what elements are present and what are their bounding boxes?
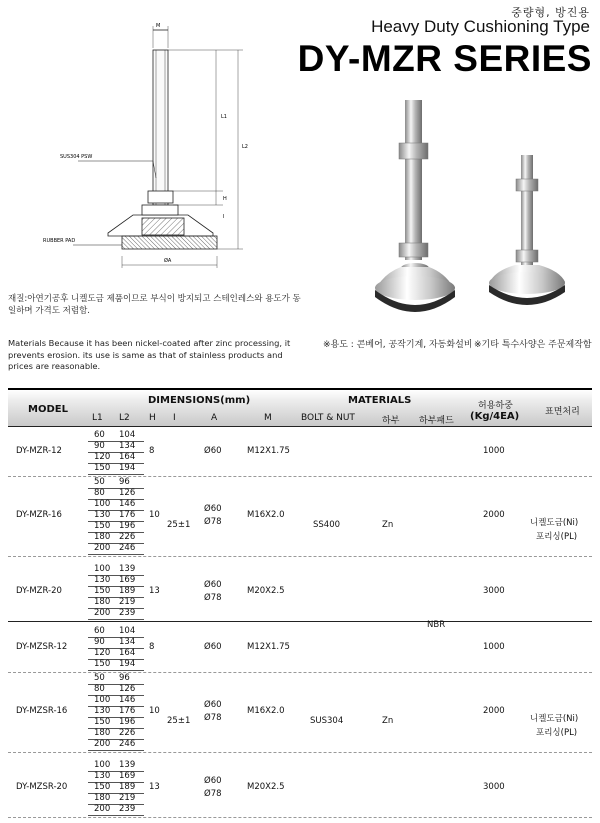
length-l1: 130 [94, 771, 111, 781]
length-l1: 100 [94, 760, 111, 770]
height-h: 8 [149, 642, 155, 652]
col-m: M [264, 413, 272, 423]
length-l2: 239 [119, 608, 136, 618]
thread-m: M12X1.75 [247, 446, 290, 456]
model-name: DY-MZR-12 [16, 446, 62, 456]
section1-base: Zn [382, 520, 394, 530]
length-l1: 50 [94, 673, 105, 683]
length-l2: 169 [119, 771, 136, 781]
diameter-a: Ø78 [204, 788, 222, 799]
col-dimensions: DIMENSIONS(mm) [148, 395, 251, 406]
col-materials: MATERIALS [348, 395, 412, 406]
length-l1: 80 [94, 684, 105, 694]
length-l2: 196 [119, 521, 136, 531]
length-l1: 150 [94, 659, 111, 669]
diameter-a: Ø78 [204, 592, 222, 603]
height-h: 13 [149, 781, 160, 792]
length-l2: 104 [119, 430, 136, 440]
thread-m: M20X2.5 [247, 781, 285, 792]
height-h: 10 [149, 705, 160, 716]
length-l2: 139 [119, 760, 136, 770]
length-l1: 150 [94, 463, 111, 473]
dim-label-l1: L1 [221, 114, 227, 120]
length-l1: 150 [94, 717, 111, 727]
col-l1: L1 [92, 413, 103, 423]
length-l1: 80 [94, 488, 105, 498]
section1-surface-ni: 니켈도금(Ni) [530, 518, 579, 528]
length-l2: 164 [119, 648, 136, 658]
thread-m: M12X1.75 [247, 642, 290, 652]
section2-surface-pl: 포리싱(PL) [536, 728, 578, 738]
length-l1: 200 [94, 739, 111, 749]
length-l1: 130 [94, 706, 111, 716]
length-l2: 219 [119, 597, 136, 607]
header-bottom-rule [8, 426, 592, 427]
model-name: DY-MZR-20 [16, 585, 62, 596]
length-l2: 176 [119, 510, 136, 520]
model-name: DY-MZR-16 [16, 509, 62, 520]
length-l2: 164 [119, 452, 136, 462]
col-surface: 표면처리 [545, 407, 580, 417]
model-name: DY-MZSR-16 [16, 705, 68, 716]
row-rule [88, 670, 144, 671]
diameter-a: Ø60 [204, 699, 222, 710]
thread-m: M16X2.0 [247, 705, 285, 716]
length-l2: 146 [119, 499, 136, 509]
series-title: DY-MZR SERIES [297, 38, 592, 79]
length-l1: 120 [94, 648, 111, 658]
col-model: MODEL [28, 404, 68, 415]
height-h: 8 [149, 446, 155, 456]
length-l1: 100 [94, 695, 111, 705]
section2-base: Zn [382, 716, 394, 726]
length-l1: 100 [94, 564, 111, 574]
length-l1: 130 [94, 575, 111, 585]
length-l1: 50 [94, 477, 105, 487]
length-l1: 150 [94, 586, 111, 596]
length-l2: 176 [119, 706, 136, 716]
length-l2: 194 [119, 463, 136, 473]
section2-surface-ni: 니켈도금(Ni) [530, 714, 579, 724]
load-capacity: 1000 [483, 642, 505, 652]
length-l1: 150 [94, 782, 111, 792]
model-name: DY-MZSR-12 [16, 642, 68, 652]
diameter-a: Ø60 [204, 579, 222, 590]
load-capacity: 2000 [483, 705, 505, 716]
section1-i: 25±1 [167, 520, 191, 530]
length-l1: 60 [94, 626, 105, 636]
usage-note: ※용도 : 콘베어, 공작기계, 자동화설비 [323, 340, 473, 350]
height-h: 10 [149, 509, 160, 520]
length-l1: 100 [94, 499, 111, 509]
technical-drawing [38, 18, 278, 278]
length-l1: 180 [94, 728, 111, 738]
length-l2: 96 [119, 477, 130, 487]
length-l1: 150 [94, 521, 111, 531]
length-l2: 96 [119, 673, 130, 683]
length-l2: 104 [119, 626, 136, 636]
length-l2: 126 [119, 684, 136, 694]
label-rubber-pad: RUBBER PAD [43, 238, 76, 244]
col-i: I [173, 413, 176, 423]
load-capacity: 3000 [483, 585, 505, 596]
length-l2: 219 [119, 793, 136, 803]
diameter-a: Ø60 [204, 775, 222, 786]
row-rule [88, 474, 144, 475]
note-korean: 재질:아연기공후 니켈도금 제품이므로 부식이 방지되고 스테인레스와 용도가 동일하며 가격도 저렴함. [8, 294, 301, 316]
length-l1: 90 [94, 637, 105, 647]
length-l2: 169 [119, 575, 136, 585]
length-l2: 239 [119, 804, 136, 814]
diameter-a: Ø60 [204, 446, 222, 456]
group-separator [8, 556, 592, 557]
col-h: H [149, 413, 156, 423]
load-capacity: 3000 [483, 781, 505, 792]
length-l1: 180 [94, 793, 111, 803]
diameter-a: Ø60 [204, 642, 222, 652]
length-l2: 226 [119, 728, 136, 738]
dim-label-l2: L2 [242, 144, 248, 150]
dim-label-m: M [156, 23, 161, 29]
length-l2: 134 [119, 441, 136, 451]
length-l2: 189 [119, 782, 136, 792]
length-l2: 196 [119, 717, 136, 727]
dim-label-h: H [223, 196, 227, 202]
section1-bolt: SS400 [313, 520, 341, 530]
row-rule [88, 815, 144, 816]
section1-surface-pl: 포리싱(PL) [536, 532, 578, 542]
length-l1: 90 [94, 441, 105, 451]
col-load-unit: (Kg/4EA) [470, 411, 520, 422]
length-l2: 194 [119, 659, 136, 669]
section2-bolt: SUS304 [310, 716, 344, 726]
group-separator [8, 621, 592, 622]
col-pad: 하부패드 [419, 416, 454, 426]
thread-m: M20X2.5 [247, 585, 285, 596]
length-l2: 126 [119, 488, 136, 498]
diameter-a: Ø78 [204, 712, 222, 723]
height-h: 13 [149, 585, 160, 596]
product-photo [355, 95, 595, 325]
length-l2: 246 [119, 543, 136, 553]
length-l1: 200 [94, 608, 111, 618]
length-l1: 200 [94, 543, 111, 553]
diameter-a: Ø78 [204, 516, 222, 527]
group-separator [8, 752, 592, 753]
length-l2: 146 [119, 695, 136, 705]
thread-m: M16X2.0 [247, 509, 285, 520]
dim-label-i: I [223, 214, 225, 220]
note-english: Materials Because it has been nickel-coated after zinc processing, it prevents erosion. its use is same as that of stainless products and prices are reasonable. [8, 338, 291, 371]
load-capacity: 2000 [483, 509, 505, 520]
col-l2: L2 [119, 413, 130, 423]
diameter-a: Ø60 [204, 503, 222, 514]
load-capacity: 1000 [483, 446, 505, 456]
special-order-note: ※기타 특수사양은 주문제작함 [474, 340, 592, 350]
length-l1: 60 [94, 430, 105, 440]
length-l2: 189 [119, 586, 136, 596]
row-rule [88, 619, 144, 620]
length-l1: 200 [94, 804, 111, 814]
model-name: DY-MZSR-20 [16, 781, 68, 792]
length-l2: 134 [119, 637, 136, 647]
length-l1: 130 [94, 510, 111, 520]
korean-title: 중량형, 방진용 [511, 6, 590, 19]
row-rule [88, 554, 144, 555]
label-sus304-psw: SUS304 PSW [60, 154, 93, 160]
length-l1: 180 [94, 597, 111, 607]
section2-i: 25±1 [167, 716, 191, 726]
length-l1: 120 [94, 452, 111, 462]
english-title: Heavy Duty Cushioning Type [371, 17, 590, 36]
pad-material: NBR [427, 620, 446, 630]
length-l2: 139 [119, 564, 136, 574]
col-load-kr: 허용하중 [478, 401, 513, 411]
length-l2: 226 [119, 532, 136, 542]
length-l1: 180 [94, 532, 111, 542]
col-bolt-nut: BOLT & NUT [301, 413, 355, 423]
col-base: 하부 [382, 416, 400, 426]
row-rule [88, 750, 144, 751]
col-a: A [211, 413, 218, 423]
group-separator [8, 817, 592, 818]
dim-label-phi-a: ØA [164, 258, 172, 264]
length-l2: 246 [119, 739, 136, 749]
